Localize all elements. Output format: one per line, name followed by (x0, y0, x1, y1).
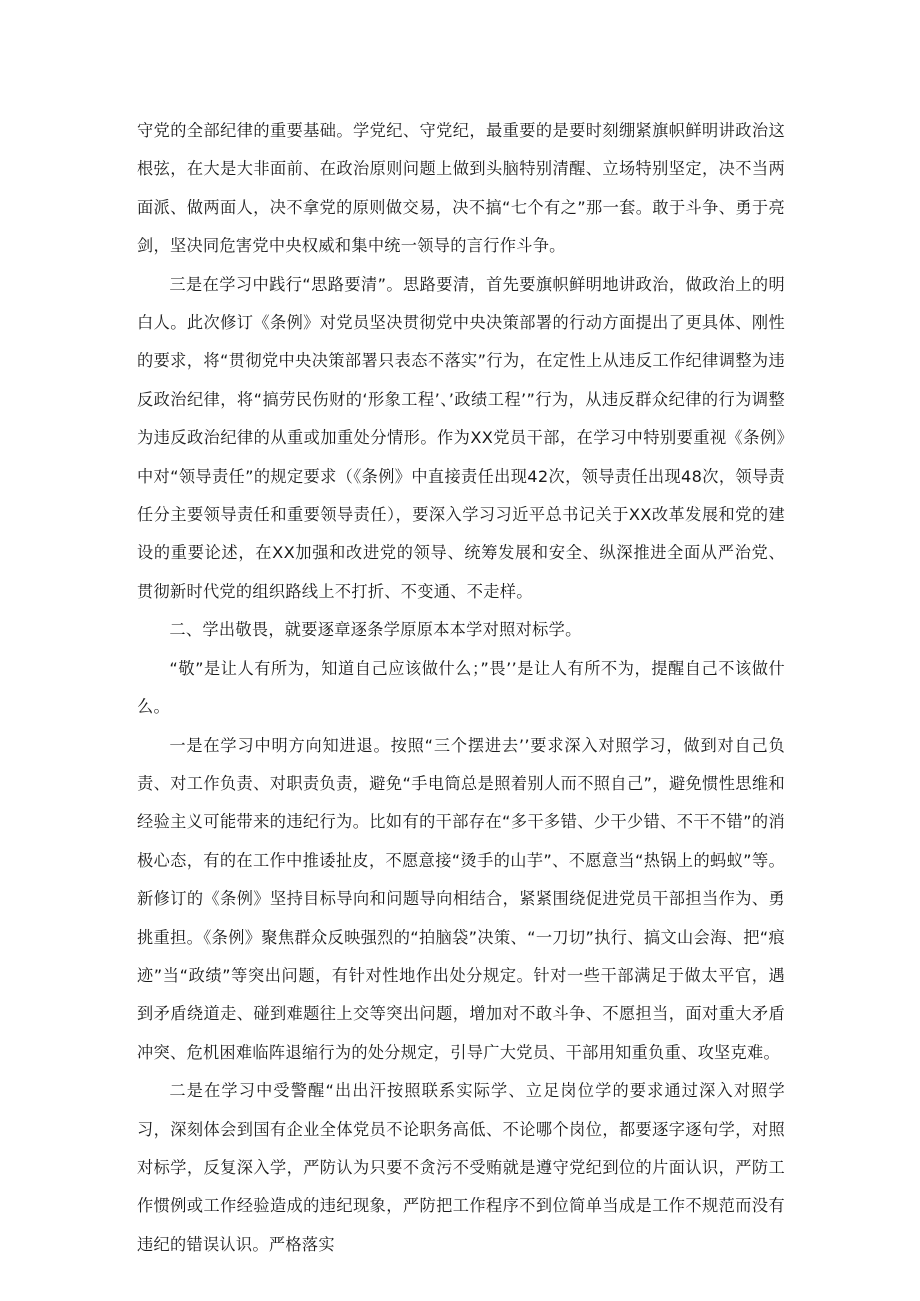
paragraph-4: “敬”是让人有所为，知道自己应该做什么；”畏’’是让人有所不为，提醒自己不该做什么。 (137, 658, 785, 717)
document-body (137, 112, 785, 1264)
paragraph-2: 三是在学习中践行“思路要清”。思路要清，首先要旗帜鲜明地讲政治，做政治上的明白人。此次修订《条例》对党员坚决贯彻党中央决策部署的行动方面提出了更具体、刚性的要求，将“贯彻党中央决策部署只表态不落实”行为，在定性上从违反工作纪律调整为违反政治纪律，将“搞劳民伤财的‘形象工程’、’政绩工程’”行为，从违反群众纪律的行为调整为违反政治纪律的从重或加重处分情形。作为XX党员干部，在学习中特别要重视《条例》中对“领导责任”的规定要求（《条例》中直接责任出现42次，领导责任出现48次，领导责任分主要领导责任和重要领导责任），要深入学习习近平总书记关于XX改革发展和党的建设的重要论述，在XX加强和改进党的领导、统筹发展和安全、纵深推进全面从严治党、贯彻新时代党的组织路线上不打折、不变通、不走样。 (137, 274, 785, 601)
paragraph-5: 一是在学习中明方向知进退。按照“三个摆进去’’要求深入对照学习，做到对自己负责、对工作负责、对职责负责，避免“手电筒总是照着别人而不照自己”，避免惯性思维和经验主义可能带来的违纪行为。比如有的干部存在“多干多错、少干少错、不干不错”的消极心态，有的在工作中推诿扯皮，不愿意接“烫手的山芋”、不愿意当“热锅上的蚂蚁”等。新修订的《条例》坚持目标导向和问题导向相结合，紧紧围绕促进党员干部担当作为、勇挑重担。《条例》聚焦群众反映强烈的“拍脑袋”决策、“一刀切”执行、搞文山会海、把“痕迹”当“政绩”等突出问题，有针对性地作出处分规定。针对一些干部满足于做太平官，遇到矛盾绕道走、碰到难题往上交等突出问题，增加对不敢斗争、不愿担当，面对重大矛盾冲突、危机困难临阵退缩行为的处分规定，引导广大党员、干部用知重负重、攻坚克难。 (137, 735, 785, 1062)
paragraph-1: 守党的全部纪律的重要基础。学党纪、守党纪，最重要的是要时刻绷紧旗帜鲜明讲政治这根弦，在大是大非面前、在政治原则问题上做到头脑特别清醒、立场特别坚定，决不当两面派、做两面人，决不拿党的原则做交易，决不搞“七个有之”那一套。敢于斗争、勇于亮剑，坚决同危害党中央权威和集中统一领导的言行作斗争。 (137, 121, 785, 256)
paragraph-6: 二是在学习中受警醒“出出汗按照联系实际学、立足岗位学的要求通过深入对照学习，深刻体会到国有企业全体党员不论职务高低、不论哪个岗位，都要逐字逐句学，对照对标学，反复深入学，严防认为只要不贪污不受贿就是遵守党纪到位的片面认识，严防工作惯例或工作经验造成的违纪现象，严防把工作程序不到位简单当成是工作不规范而没有违纪的错误认识。严格落实 (137, 1081, 785, 1254)
paragraph-3-heading: 二、学出敬畏，就要逐章逐条学原原本本学对照对标学。 (169, 620, 582, 640)
